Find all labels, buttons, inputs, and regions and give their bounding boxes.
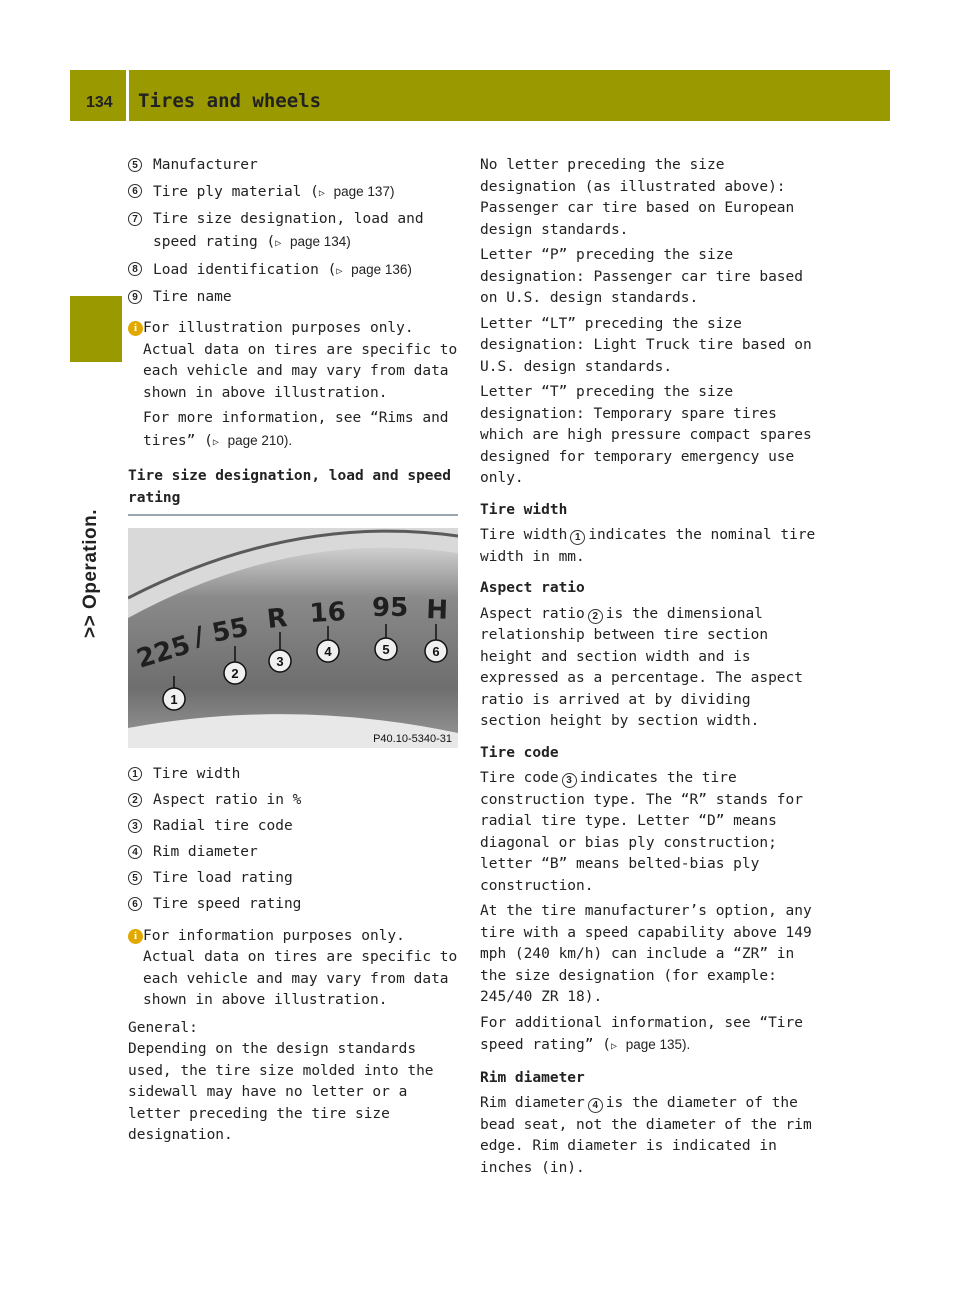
- page-reference[interactable]: page 135).: [625, 1037, 691, 1052]
- sidebar-marker: [70, 296, 122, 362]
- list-item: 4 Rim diameter: [128, 842, 461, 864]
- sidewall-text: H: [425, 595, 449, 626]
- triangle-right-icon: ▷: [336, 265, 343, 277]
- callout-number: 5: [128, 158, 142, 172]
- page-reference[interactable]: page 210).: [227, 432, 293, 448]
- list-item: 5 Manufacturer: [128, 155, 461, 177]
- info-icon: i: [128, 321, 143, 336]
- callout-number: 2: [128, 793, 142, 807]
- paragraph: Letter “P” preceding the size designation: Passenger car tire based on U.S. design standards.: [480, 247, 804, 306]
- section-heading: Tire size designation, load and speed rating: [128, 466, 458, 516]
- header-separator: [126, 70, 129, 121]
- paragraph: Tire width 1 indicates the nominal tire width in mm.: [480, 527, 816, 565]
- list-item: 1 Tire width: [128, 764, 461, 786]
- list-item: 9 Tire name: [128, 287, 461, 309]
- callout-label: 6: [432, 644, 440, 659]
- tire-width-heading: Tire width: [480, 501, 568, 518]
- callout-number: 6: [128, 184, 142, 198]
- callout-number: 9: [128, 290, 142, 304]
- sidebar-section-label: >> Operation.: [80, 509, 101, 638]
- list-item: 6 Tire ply material (▷ page 137): [128, 181, 461, 205]
- callout-number: 7: [128, 212, 142, 226]
- triangle-right-icon: ▷: [212, 436, 219, 448]
- info-note: i For information purposes only. Actual data on tires are specific to each vehicle and may vary from data shown in above illustration.: [128, 926, 461, 1012]
- page-number: 134: [86, 94, 113, 111]
- callout-number: 4: [128, 845, 142, 859]
- callout-number: 1: [570, 530, 585, 545]
- page-reference[interactable]: page 134): [289, 233, 351, 249]
- paragraph: Aspect ratio 2 is the dimensional relationship between tire section height and section width and is expressed as a percentage. The aspect ratio is arrived at by dividing section height by section width.: [480, 605, 804, 729]
- sidewall-text: 95: [372, 593, 409, 623]
- paragraph: Letter “T” preceding the size designation: Temporary spare tires which are high pressure compact spares designed for temporary emergency use only.: [480, 384, 812, 486]
- callout-number: 5: [128, 871, 142, 885]
- paragraph: No letter preceding the size designation (as illustrated above): Passenger car tire based on European design standards.: [480, 157, 795, 238]
- list-item: 6 Tire speed rating: [128, 894, 461, 916]
- sidewall-text: R: [265, 603, 289, 635]
- sidewall-text: 55: [209, 612, 251, 649]
- right-column: [480, 155, 816, 1183]
- rim-diameter-heading: Rim diameter: [480, 1069, 585, 1086]
- paragraph: For additional information, see “Tire speed rating” (▷ page 135).: [480, 1014, 804, 1053]
- list-item: 8 Load identification (▷ page 136): [128, 259, 461, 283]
- list-item: 3 Radial tire code: [128, 816, 461, 838]
- callout-label: 3: [276, 654, 284, 669]
- tire-sidewall-figure: [128, 528, 458, 748]
- sidewall-text: 225: [133, 630, 194, 675]
- callout-number: 8: [128, 262, 142, 276]
- triangle-right-icon: ▷: [275, 237, 282, 249]
- paragraph: At the tire manufacturer’s option, any tire with a speed capability above 149 mph (240 km/h) can include a “ZR” in the size designation (for example: 245/40 ZR 18).: [480, 903, 812, 1005]
- left-column: [128, 155, 461, 1151]
- sidewall-text: /: [190, 621, 207, 653]
- page-reference[interactable]: page 137): [333, 184, 395, 199]
- callout-label: 2: [231, 666, 239, 681]
- page-reference[interactable]: page 136): [351, 261, 412, 277]
- paragraph: Tire code 3 indicates the tire construction type. The “R” stands for radial tire type. Letter “D” means diagonal or bias ply construction; letter “B” means belted-bias ply construction.: [480, 770, 804, 894]
- callout-number: 3: [562, 773, 577, 788]
- list-item: 2 Aspect ratio in %: [128, 790, 461, 812]
- tire-illustration: [128, 528, 458, 748]
- info-note: i For illustration purposes only. Actual data on tires are specific to each vehicle and may vary from data shown in above illustration. For more information, see “Rims and tires” (▷ page 210).: [128, 318, 461, 453]
- paragraph: Rim diameter 4 is the diameter of the bead seat, not the diameter of the rim edge. Rim diameter is indicated in inches (in).: [480, 1095, 812, 1176]
- callout-number: 6: [128, 897, 142, 911]
- triangle-right-icon: ▷: [610, 1041, 617, 1052]
- callout-number: 2: [588, 609, 603, 624]
- callout-number: 1: [128, 767, 142, 781]
- info-icon: i: [128, 929, 143, 944]
- list-item: 5 Tire load rating: [128, 868, 461, 890]
- callout-number: 3: [128, 819, 142, 833]
- triangle-right-icon: ▷: [318, 188, 325, 199]
- tire-code-heading: Tire code: [480, 744, 559, 761]
- general-label: General:: [128, 1019, 198, 1036]
- callout-label: 5: [382, 642, 390, 657]
- callout-label: 4: [324, 644, 332, 659]
- list-item: 7 Tire size designation, load and speed rating (▷ page 134): [128, 209, 461, 254]
- callout-number: 4: [588, 1098, 603, 1113]
- sidewall-text: 16: [308, 597, 347, 629]
- figure-code: P40.10-5340-31: [373, 733, 452, 745]
- general-paragraph: Depending on the design standards used, the tire size molded into the sidewall may have no letter or a letter preceding the tire size designation.: [128, 1041, 434, 1143]
- aspect-ratio-heading: Aspect ratio: [480, 580, 585, 596]
- page-title: Tires and wheels: [138, 90, 322, 112]
- paragraph: Letter “LT” preceding the size designation: Light Truck tire based on U.S. design standards.: [480, 315, 812, 375]
- callout-label: 1: [170, 692, 178, 707]
